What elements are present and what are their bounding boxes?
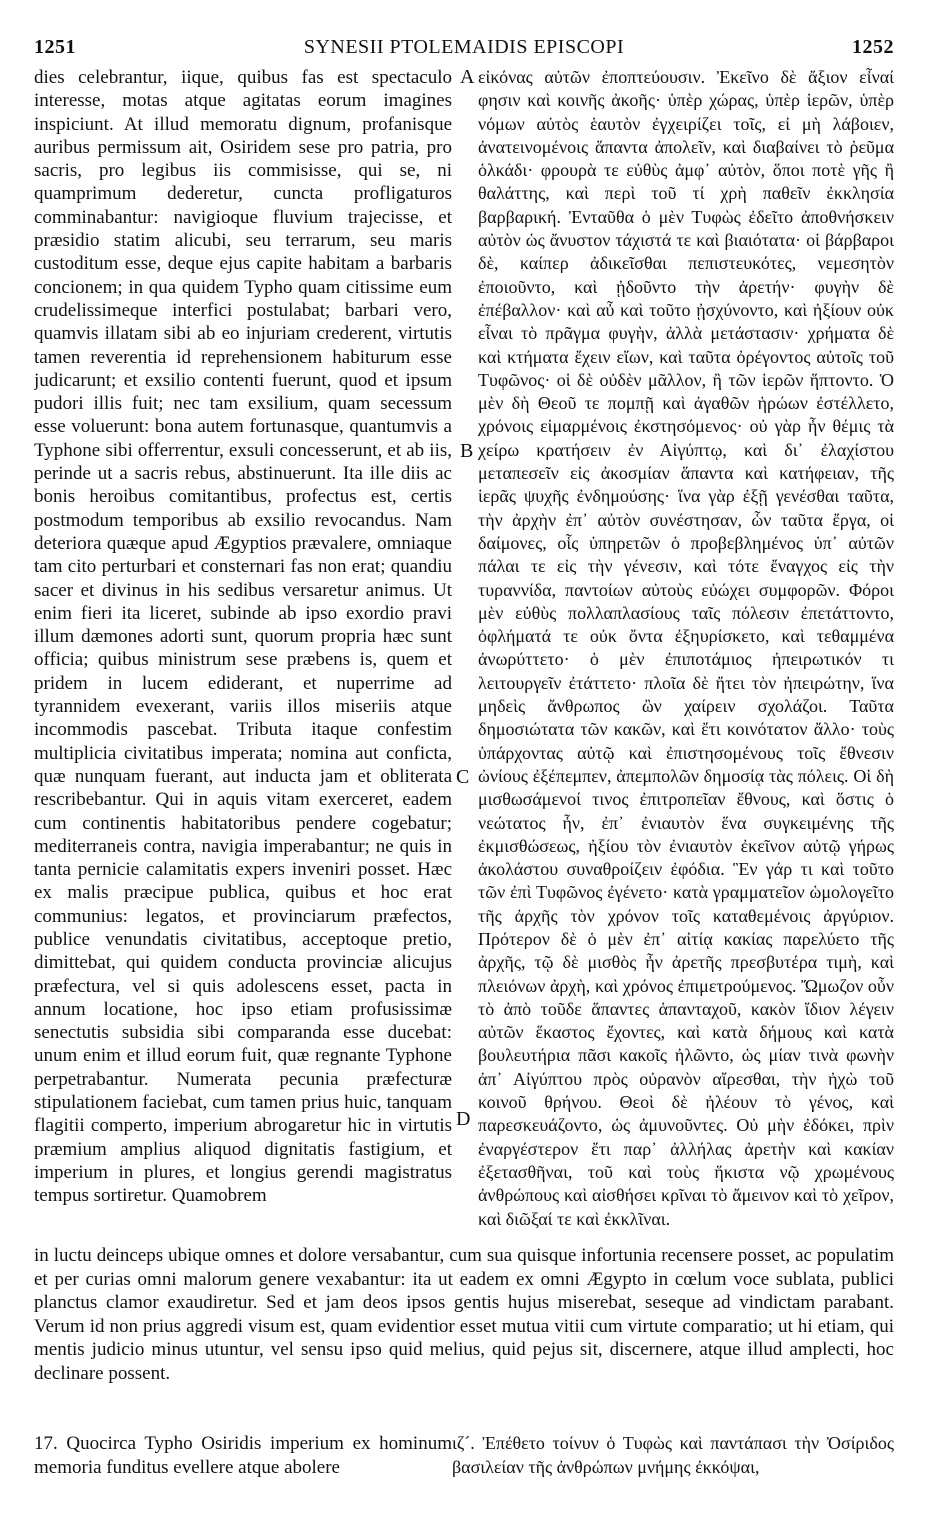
margin-letter-b: B xyxy=(460,440,474,462)
margin-letter-a: A xyxy=(460,66,475,88)
section-17-greek-text: ιζ´. Ἐπέθετο τοίνυν ὁ Τυφὼς καὶ παντάπασι τὴν Ὀσίριδος βασιλείαν τῆς ἀνθρώπων μνήμης ἐκκόψαι, xyxy=(452,1433,894,1477)
greek-column xyxy=(478,66,894,1241)
margin-letter-c: C xyxy=(456,766,470,788)
full-width-text: in luctu deinceps ubique omnes et dolore versabantur, cum sua quisque infortunia recensere posset, ac populatim et per curias omni malorum genere vexabantur: ita ut eadem ex omni Ægypto in cœlum voce sublata, publici planctus clamor exaudiretur. Sed et jam deos ipsos gentis hujus miserebat, seseque ad vindictam parabant. Verum id non prius aggredi visum est, quam evidentior esset mutua vitii cum virtute comparatio; ut hi etiam, qui mentis judicio minus utuntur, vel sensu ipso quid melius, quid pejus sit, discernere, atque illud amplecti, hoc declinare possent. xyxy=(34,1245,894,1384)
page-number-left: 1251 xyxy=(34,36,76,58)
running-title: SYNESII PTOLEMAIDIS EPISCOPI xyxy=(303,36,625,58)
full-width-paragraph xyxy=(34,1244,894,1434)
section-17-latin-text: 17. Quocirca Typho Osiridis imperium ex hominum memoria funditus evellere atque abolere xyxy=(34,1433,452,1478)
margin-letter-d: D xyxy=(456,1108,471,1130)
latin-text: dies celebrantur, iique, quibus fas est spectaculo interesse, motas atque agitatas eorum imagines inspiciunt. At illud memoratu dignum, profanisque auribus permissum ait, Osiridem sese pro patria, pro sacris, pro legibus iis commisisse, qui se, ni quamprimum dederetur, cuncta profligaturos comminabantur: navigioque fluvium trajecisse, et præsidio statim alicubi, seu terrarum, seu maris custoditum esse, deque ejus capite habitam a barbaris concionem; in qua quidem Typho quam citissime eum crudelissimeque interfici postulabat; barbari vero, quamvis illatam sibi ab eo injuriam crederent, virtutis tamen reverentia id reprehensionem habiturum esse judicarunt; et exsilio contenti fuerunt, quod et ipsum pudori illis fuit; nec tam exsilium, quam secessum esse voluerunt: bona autem fortunasque, quantumvis a Typhone sibi offerrentur, exsuli concesserunt, et ab iis, perinde ut a sacris rebus, abstinuerunt. Ita ille diis ac bonis heroibus comitantibus, profectus est, certis postmodum temporibus ab exsilio revocandus. Nam deteriora quæque apud Ægyptios prævalere, omniaque tam cito perturbari et consternari fas non erat; quandiu sacer et divinus in his sedibus versaretur animus. Ut enim fieri ita liceret, subinde ab ipso exordio pravi illum dæmones adorti sunt, quorum propria hæc sunt officia; quibus ministrum sese præbens is, quem et pridem in lucem ediderant, et nuperrime ad tyrannidem evexerant, variis illos miseriis atque incommodis pascebat. Tributa itaque confestim multiplicia civitatibus imperata; nomina aut conficta, quæ nunquam fuerant, aut inducta jam et obliterata rescribebantur. Qui in aquis vitam exerceret, eadem cum continentis habitatoribus pendere cogebatur; mediterraneis contra, navigia imperabantur; ne quis in tanta pernicie calamitatis expers inveniri posset. Hæc ex malis præcipue publica, quibus et hoc erat communius: legatos, et provinciarum præfectos, publice venundatis civitatibus, acceptoque pretio, dimittebat, qui quidem conducta provinciæ alicujus præfectura, vel si quis adolescens esset, pacta in annum locatione, hoc ipso etiam profusissimæ senectutis subsidia sibi comparanda esse ducebat: unum enim et illud eorum fuit, quæ regnante Typhone perpetrabantur. Numerata pecunia præfecturæ stipulationem faciebat, cum tamen prius huic, tanquam flagitii comperto, imperium abrogaretur hic in virtutis præmium amplius aliquod dignitatis fastigium, et imperium in plures, et longius gerendi magistratus tempus sortiretur. Quamobrem xyxy=(34,67,452,1207)
section-17-latin xyxy=(34,1432,452,1492)
page-number-right: 1252 xyxy=(852,36,894,58)
running-header xyxy=(34,36,894,66)
section-17-greek xyxy=(452,1432,894,1492)
greek-text: εἰκόνας αὐτῶν ἐποπτεύουσιν. Ἐκεῖνο δὲ ἄξιον εἶναί φησιν καὶ κοινῆς ἀκοῆς· ὑπὲρ χώρας, ὑπὲρ ἱερῶν, ὑπὲρ νόμων αὐτὸς ἑαυτὸν ἐγχειρίζει τοῖς, εἰ μὴ λάβοιεν, ἀνατεινομένοις ἅπαντα ἀπολεῖν, καὶ διαβαίνει τὸ ῥεῦμα ὁλκάδι· φρουρὰ τε εὐθὺς ἀμφ᾽ αὐτὸν, ὅποι ποτὲ γῆς ἢ θαλάττης, καὶ περὶ τοῦ τί χρὴ παθεῖν ἐκκλησία βαρβαρική. Ἐνταῦθα ὁ μὲν Τυφὼς ἐδεῖτο ἀποθνήσκειν αὐτὸν ὡς ἄνυστον τάχιστά τε καὶ βιαιότατα· οἱ βάρβαροι δὲ, καίπερ ἀδικεῖσθαι πεπιστευκότες, νεμεσητὸν ἐποιοῦντο, καὶ ᾐδοῦντο τὴν ἀρετήν· φυγὴν δὲ ἐπέβαλλον· καὶ αὖ καὶ τοῦτο ᾐσχύνοντο, καὶ ἠξίουν οὐκ εἶναι τὸ πρᾶγμα φυγὴν, ἀλλὰ μετάστασιν· χρήματα δὲ καὶ κτήματα ἔχειν εἴων, καὶ ταῦτα ὀρέγοντος αὐτοῖς τοῦ Τυφῶνος· οἱ δὲ οὐδὲν μᾶλλον, ἢ τῶν ἱερῶν ἥπτοντο. Ὁ μὲν δὴ Θεοῦ τε πομπῇ καὶ ἀγαθῶν ἡρώων ἐστέλλετο, χρόνοις εἱμαρμένοις ἐκστησόμενος· οὐ γὰρ ἦν θέμις τὰ χείρω κρατήσειν ἐν Αἰγύπτῳ, καὶ δι᾽ ἐλαχίστου μεταπεσεῖν εἰς ἀκοσμίαν ἅπαντα καὶ κατήφειαν, τῆς ἱερᾶς ψυχῆς ἐνδημούσης· ἵνα γὰρ ἐξῇ γενέσθαι ταῦτα, τὴν ἀρχὴν ἐπ᾽ αὐτὸν συνέστησαν, ὧν ταῦτα ἔργα, οἱ δαίμονες, οἷς ὑπηρετῶν ὁ προβεβλημένος ὑπ᾽ αὐτῶν πάλαι τε εἰς τὴν γένεσιν, καὶ τότε ἔναγχος εἰς τὴν τυραννίδα, παντοίων αὐτοὺς εὐώχει συμφορῶν. Φόροι μὲν εὐθὺς πολλαπλασίους ταῖς πόλεσιν ἐπετάττοντο, ὀφλήματά τε οὐκ ὄντα ἐξηυρίσκετο, καὶ τεθαμμένα ἀνωρύττετο· ὁ μὲν ἐπιποτάμιος ἠπειρωτικόν τι λειτουργεῖν ἐτάττετο· πλοῖα δὲ ἤτει τὸν ἠπειρώτην, ἵνα μηδεὶς ἄνθρωπος ὢν χαίρειν σχολάζοι. Ταῦτα δημοσιώτατα τῶν κακῶν, καὶ ἔτι κοινότατον ἄλλο· τοὺς ὑπάρχοντας αὐτῷ καὶ ἐπιστησομένους τοῖς ἔθνεσιν ὠνίους ἐξέπεμπεν, ἀπεμπολῶν δημοσίᾳ τὰς πόλεις. Οἱ δὴ μισθωσάμενοί τινος ἐπιτροπεῖαν ἔθνους, καὶ ὅστις ὁ νεώτατος ἦν, ἐπ᾽ ἐνιαυτὸν ἕνα συγκειμένης τῆς ἐκμισθώσεως, ἠξίου τὸν ἐνιαυτὸν ἐκεῖνον αὐτῷ γήρως ἀκολάστου συναθροίζειν ἐφόδια. Ἓν γάρ τι καὶ τοῦτο τῶν ἐπὶ Τυφῶνος ἐγένετο· κατὰ γραμματεῖον ὡμολογεῖτο τῆς ἀρχῆς τὸν χρόνον τοῖς καταθεμένοις ἀργύριον. Πρότερον δὲ ὁ μὲν ἐπ᾽ αἰτίᾳ κακίας παρελύετο τῆς ἀρχῆς, τῷ δὲ μισθὸς ἦν ἀρετῆς πρεσβυτέρα τιμὴ, καὶ πλειόνων ἀρχὴ, καὶ χρόνος ἐπιμετρούμενος. Ὤμωζον οὖν τὸ ἀπὸ τοῦδε ἅπαντες ἁπανταχοῦ, κακὸν ἴδιον λέγειν αὐτῶν ἕκαστος ἔχοντες, καὶ κατὰ δήμους καὶ κατὰ βουλευτήρια πᾶσι κακοῖς ἠλῶντο, ὡς μίαν τινὰ φωνὴν ἀπ᾽ Αἰγύπτου πρὸς οὐρανὸν αἴρεσθαι, τὴν ἠχὼ τοῦ κοινοῦ θρήνου. Θεοὶ δὲ ἠλέουν τὸ γένος, καὶ παρεσκευάζοντο, ὡς ἀμυνοῦντες. Οὐ μὴν ἐδόκει, πρὶν ἐναργέστερον ἔτι παρ᾽ ἀλλήλας ἀρετὴν καὶ κακίαν ἐξετασθῆναι, τοῦ καὶ τοὺς ἥκιστα νῷ χρωμένους ἀνθρώπους καὶ αἰσθήσει κρῖναι τὸ ἄμεινον καὶ τὸ χεῖρον, καὶ διῶξαί τε καὶ ἐκκλῖναι. xyxy=(478,67,894,1229)
latin-column xyxy=(34,66,452,1241)
